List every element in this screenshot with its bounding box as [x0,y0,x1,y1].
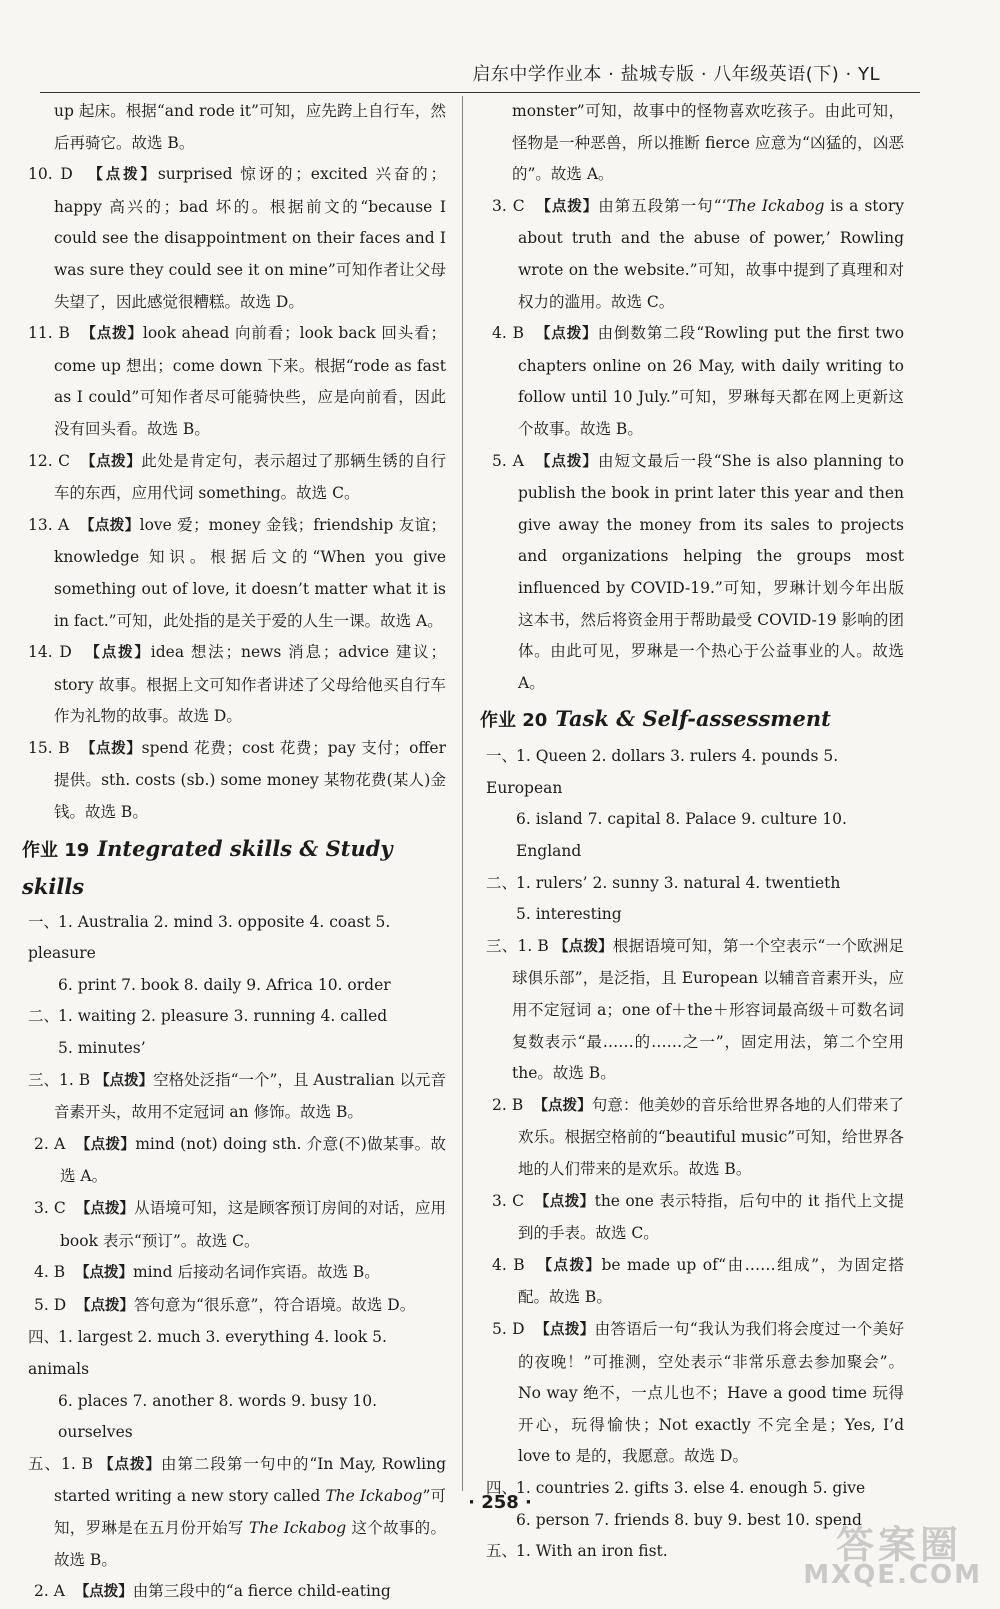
part-5-list: 五、1. With an iron fist. [486,1542,668,1561]
answer-15: 15. B 【点拨】spend 花费；cost 花费；pay 支付；offer 提供。sth. costs (sb.) some money 某物花费(某人)金钱。故选 B。 [28,738,447,822]
tip-tag: 【点拨】 [79,517,140,534]
page-number: · 258 · [468,1492,532,1513]
part-3-answer-4: 4. B 【点拨】mind 后接动名词作宾语。故选 B。 [34,1263,380,1282]
part-1-list: 一、1. Queen 2. dollars 3. rulers 4. pounds 5. European 6. island 7. capital 8. Palace 9. culture 10. England [486,747,847,861]
left-column [22,96,447,1609]
part-3-answer-5: 5. D 【点拨】由答语后一句“我认为我们将会度过一个美好的夜晚！”可推测，空处表示“非常乐意去参加聚会”。No way 绝不，一点儿也不；Have a good time 玩得开心，玩得愉快；Not exactly 不完全是；Yes, I’d love to 是的，我愿意。故选 D。 [492,1319,904,1466]
part-3-answer-2: 2. A 【点拨】mind (not) doing sth. 介意(不)做某事。故选 A。 [34,1134,446,1186]
section-heading-20 [480,701,904,739]
part-3-answer-5: 5. D 【点拨】答句意为“很乐意”，符合语境。故选 D。 [34,1295,416,1314]
answer-14: 14. D 【点拨】idea 想法；news 消息；advice 建议；story 故事。根据上文可知作者讲述了父母给他买自行车作为礼物的故事。故选 D。 [28,643,447,726]
header-title: 启东中学作业本 · 盐城专版 · 八年级英语(下) · YL [472,64,880,85]
section-label: 作业 19 [22,839,90,861]
tip-tag: 【点拨】 [80,740,142,757]
answer-continuation: monster”可知，故事中的怪物喜欢吃孩子。由此可知，怪物是一种恶兽，所以推断 fierce 应意为“凶猛的，凶恶的”。故选 A。 [512,102,904,184]
answer-10: 10. D 【点拨】surprised 惊讶的；excited 兴奋的；happy 高兴的；bad 坏的。根据前文的“because I could see the disappointment on their faces and I was sure they could see it on mine”可知作者让父母失望了，因此感觉很糟糕。故选 D。 [28,165,447,311]
section-label: 作业 20 [480,710,548,732]
watermark-logo: 答案圈 MXQE.COM [803,1523,982,1590]
part-3-answer-1: 三、1. B 【点拨】根据语境可知，第一个空表示“一个欧洲足球俱乐部”，是泛指，且 European 以辅音音素开头，应用不定冠词 a；one of＋the＋形容词最高级＋可数名词复数表示“最……的……之一”，固定用法，第二个空用 the。故选 B。 [486,936,905,1083]
answer-12: 12. C 【点拨】此处是肯定句，表示超过了那辆生锈的自行车的东西，应用代词 something。故选 C。 [28,451,447,503]
part-3-answer-2: 2. B 【点拨】句意：他美妙的音乐给世界各地的人们带来了欢乐。根据空格前的“beautiful music”可知，给世界各地的人们带来的是欢乐。故选 B。 [492,1095,905,1178]
section-heading-19 [22,831,446,905]
answer-4: 4. B 【点拨】由倒数第二段“Rowling put the first two chapters online on 26 May, with daily writing to follow until 10 July.”可知，罗琳每天都在网上更新这个故事。故选 B。 [492,324,905,438]
part-3-answer-3: 3. C 【点拨】从语境可知，这是顾客预订房间的对话，应用 book 表示“预订”。故选 C。 [34,1199,447,1250]
tip-tag: 【点拨】 [81,453,142,470]
right-column [480,96,905,1568]
column-divider [462,96,463,1491]
part-4-list: 四、1. countries 2. gifts 3. else 4. enough 5. give 6. person 7. friends 8. buy 9. best 10. spend [486,1478,866,1529]
part-4-list: 四、1. largest 2. much 3. everything 4. look 5. animals 6. places 7. another 8. words 9. busy 10. ourselves [28,1328,387,1442]
tip-tag: 【点拨】 [88,167,158,184]
part-3-answer-4: 4. B 【点拨】be made up of“由……组成”，为固定搭配。故选 B。 [492,1255,904,1307]
part-2-list: 二、1. waiting 2. pleasure 3. running 4. called 5. minutes’ [28,1007,388,1058]
part-5-answer-2: 2. A 【点拨】由第三段中的“a fierce child-eating [34,1582,391,1601]
page-header [40,52,920,93]
part-3-answer-3: 3. C 【点拨】the one 表示特指，后句中的 it 指代上文提到的手表。故选 C。 [492,1191,904,1243]
answer-continuation: up 起床。根据“and rode it”可知，应先跨上自行车，然后再骑它。故选 B。 [54,102,446,152]
answer-11: 11. B 【点拨】look ahead 向前看；look back 回头看；come up 想出；come down 下来。根据“rode as fast as I could”可知作者尽可能骑快些，应是向前看，因此没有回头看。故选 B。 [28,324,447,438]
tip-tag: 【点拨】 [85,645,151,662]
answer-13: 13. A 【点拨】love 爱；money 金钱；friendship 友谊；knowledge 知识。根据后文的“When you give something out of love, it doesn’t matter what it is in fact.”可知，此处指的是关于爱的人生一课。故选 A。 [28,515,446,630]
answer-3: 3. C 【点拨】由第五段第一句“‘The Ickabog is a story about truth and the abuse of power,’ Rowling wrote on the website.”可知，故事中提到了真理和对权力的滥用。故选 C。 [492,196,905,311]
section-title: Integrated skills & Study skills [22,835,393,899]
part-1-list: 一、1. Australia 2. mind 3. opposite 4. coast 5. pleasure 6. print 7. book 8. daily 9. Africa 10. order [28,912,391,994]
tip-tag: 【点拨】 [81,326,143,343]
part-3-answer-1: 三、1. B 【点拨】空格处泛指“一个”，且 Australian 以元音音素开头，故用不定冠词 an 修饰。故选 B。 [28,1070,447,1122]
answer-5: 5. A 【点拨】由短文最后一段“She is also planning to publish the book in print later this year and then give away the money from its sales to projects and organizations helping the groups most influenced by COVID-19.”可知，罗琳计划今年出版这本书，然后将资金用于帮助最受 COVID-19 影响的团体。由此可见，罗琳是一个热心于公益事业的人。故选 A。 [492,451,904,692]
part-2-list: 二、1. rulers’ 2. sunny 3. natural 4. twentieth 5. interesting [486,873,841,924]
part-5-answer-1: 五、1. B 【点拨】由第二段第一句中的“In May, Rowling started writing a new story called The Ickabog”可知，罗琳是在五月份开始写 The Ickabog 这个故事的。故选 B。 [28,1454,447,1569]
section-title: Task & Self-assessment [555,706,831,732]
